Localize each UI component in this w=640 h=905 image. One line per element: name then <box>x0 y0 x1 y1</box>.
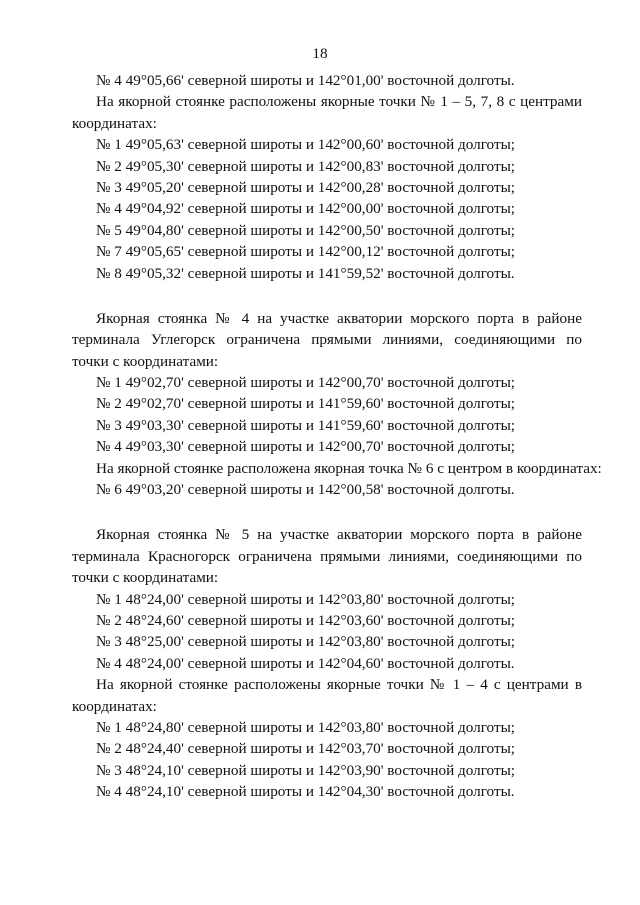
text-line: № 8 49°05,32' северной широты и 141°59,52' восточной долготы. <box>96 264 515 282</box>
text-line: № 3 48°24,10' северной широты и 142°03,90' восточной долготы; <box>96 761 516 779</box>
text-line: № 2 48°24,60' северной широты и 142°03,60' восточной долготы; <box>96 611 516 629</box>
text-section <box>72 70 582 284</box>
text-line: № 4 48°24,10' северной широты и 142°04,30' восточной долготы. <box>96 783 515 801</box>
text-line: точки с координатами: <box>72 569 219 587</box>
text-line: № 1 48°24,80' северной широты и 142°03,80' восточной долготы; <box>96 718 516 736</box>
text-line: № 5 49°04,80' северной широты и 142°00,50' восточной долготы; <box>96 221 516 239</box>
text-line: № 4 49°05,66' северной широты и 142°01,00' восточной долготы. <box>96 72 515 89</box>
page-number: 18 <box>312 45 328 62</box>
text-line: № 7 49°05,65' северной широты и 142°00,12' восточной долготы; <box>96 243 516 261</box>
text-line: Якорная стоянка № 5 на участке акватории морского порта в районе <box>96 526 582 544</box>
text-line: № 4 48°24,00' северной широты и 142°04,60' восточной долготы. <box>96 654 515 672</box>
paragraph-gap <box>96 500 582 524</box>
text-line: № 1 49°02,70' северной широты и 142°00,70' восточной долготы; <box>96 374 516 392</box>
text-line: № 2 48°24,40' северной широты и 142°03,70' восточной долготы; <box>96 740 516 758</box>
text-line: № 1 48°24,00' северной широты и 142°03,80' восточной долготы; <box>96 590 516 608</box>
text-line: № 1 49°05,63' северной широты и 142°00,60' восточной долготы; <box>96 136 516 154</box>
paragraph-gap <box>96 284 582 308</box>
text-line: № 4 49°04,92' северной широты и 142°00,00' восточной долготы; <box>96 200 516 218</box>
text-line: № 2 49°05,30' северной широты и 142°00,83' восточной долготы; <box>96 157 516 175</box>
text-section <box>72 308 602 501</box>
text-line: терминала Красногорск ограничена прямыми линиями, соединяющими по <box>72 547 582 565</box>
text-line: На якорной стоянке расположена якорная точка № 6 с центром в координатах: <box>96 459 602 477</box>
text-line: точки с координатами: <box>72 352 219 370</box>
document-body <box>72 70 602 803</box>
text-line: координатах: <box>72 697 157 715</box>
text-line: № 2 49°02,70' северной широты и 141°59,60' восточной долготы; <box>96 395 516 413</box>
text-line: На якорной стоянке расположены якорные точки № 1 – 5, 7, 8 с центрами <box>96 93 582 111</box>
text-line: № 3 49°03,30' северной широты и 141°59,60' восточной долготы; <box>96 416 516 434</box>
text-line: № 6 49°03,20' северной широты и 142°00,58' восточной долготы. <box>96 481 515 499</box>
text-section <box>72 524 582 802</box>
text-line: № 4 49°03,30' северной широты и 142°00,70' восточной долготы; <box>96 438 516 456</box>
text-line: терминала Углегорск ограничена прямыми линиями, соединяющими по <box>72 331 582 349</box>
text-line: № 3 49°05,20' северной широты и 142°00,28' восточной долготы; <box>96 178 516 196</box>
text-line: Якорная стоянка № 4 на участке акватории морского порта в районе <box>96 309 582 327</box>
text-line: координатах: <box>72 114 157 132</box>
text-line: На якорной стоянке расположены якорные точки № 1 – 4 с центрами в <box>96 676 582 694</box>
text-line: № 3 48°25,00' северной широты и 142°03,80' восточной долготы; <box>96 633 516 651</box>
